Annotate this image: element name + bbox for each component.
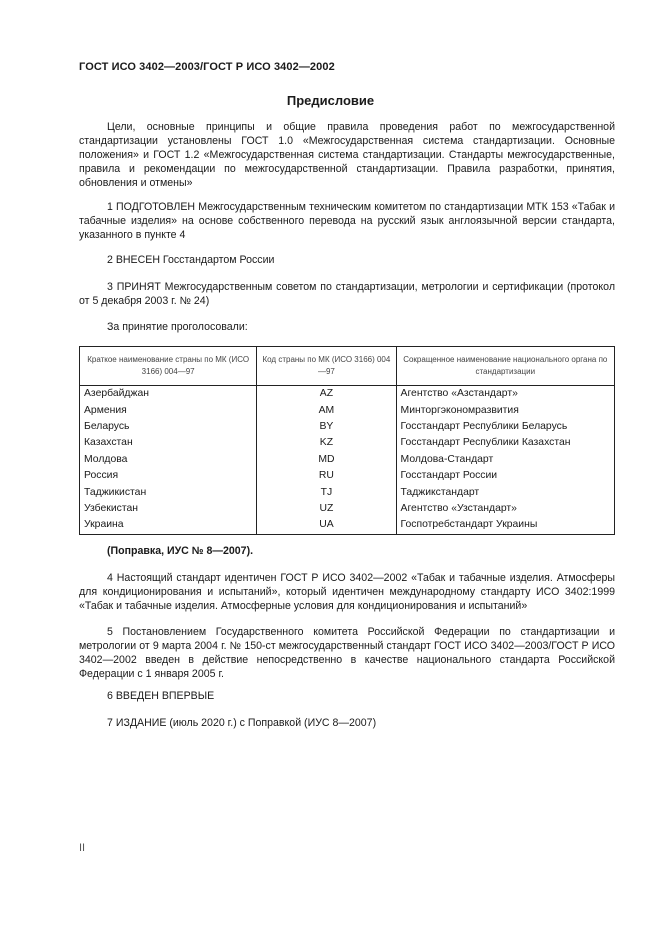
table-row xyxy=(80,386,615,403)
agency-cell: Таджикстандарт xyxy=(396,484,614,500)
voting-countries-table xyxy=(79,346,615,535)
document-header-code: ГОСТ ИСО 3402—2003/ГОСТ Р ИСО 3402—2002 xyxy=(79,61,335,73)
code-cell: AM xyxy=(257,402,396,418)
code-cell: RU xyxy=(257,468,396,484)
country-cell: Азербайджан xyxy=(80,386,257,403)
country-cell: Беларусь xyxy=(80,419,257,435)
item-5-paragraph: 5 Постановлением Государственного комитета Российской Федерации по стандартизации и метрологии от 9 марта 2004 г. № 150-ст межгосударственный стандарт ГОСТ ИСО 3402—2003/ГОСТ Р ИСО 3402—2002 введен в действие непосредственно в качестве национального стандарта Российской Федерации с 1 января 2005 г. xyxy=(79,626,615,680)
table-row xyxy=(80,419,615,435)
item-1-paragraph: 1 ПОДГОТОВЛЕН Межгосударственным техническим комитетом по стандартизации МТК 153 «Табак и табачные изделия» на основе собственного перевода на русский язык англоязычной версии стандарта, указанного в пункте 4 xyxy=(79,201,615,241)
country-cell: Армения xyxy=(80,402,257,418)
code-cell: TJ xyxy=(257,484,396,500)
table-row xyxy=(80,501,615,517)
agency-cell: Агентство «Азстандарт» xyxy=(396,386,614,403)
table-row xyxy=(80,484,615,500)
vote-intro-label: За принятие проголосовали: xyxy=(107,321,248,333)
table-header-row xyxy=(80,347,615,386)
country-cell: Украина xyxy=(80,517,257,534)
amendment-note: (Поправка, ИУС № 8—2007). xyxy=(107,545,254,557)
table-row xyxy=(80,452,615,468)
table-row xyxy=(80,468,615,484)
section-title: Предисловие xyxy=(286,93,375,108)
item-2-paragraph: 2 ВНЕСЕН Госстандартом России xyxy=(107,254,275,266)
code-cell: UZ xyxy=(257,501,396,517)
agency-cell: Молдова-Стандарт xyxy=(396,452,614,468)
agency-cell: Минторгэкономразвития xyxy=(396,402,614,418)
country-cell: Таджикистан xyxy=(80,484,257,500)
country-cell: Казахстан xyxy=(80,435,257,451)
code-cell: KZ xyxy=(257,435,396,451)
page-number: II xyxy=(79,842,86,854)
agency-cell: Госстандарт Республики Беларусь xyxy=(396,419,614,435)
code-cell: MD xyxy=(257,452,396,468)
item-4-paragraph: 4 Настоящий стандарт идентичен ГОСТ Р ИСО 3402—2002 «Табак и табачные изделия. Атмосферы для кондиционирования и испытаний», который идентичен международному стандарту ИСО 3402:1999 «Табак и табачные изделия. Атмосферные условия для кондиционирования и испытаний» xyxy=(79,572,615,612)
agency-cell: Агентство «Узстандарт» xyxy=(396,501,614,517)
column-header-agency: Сокращенное наименование национального органа по стандартизации xyxy=(396,347,614,386)
country-cell: Молдова xyxy=(80,452,257,468)
agency-cell: Госпотребстандарт Украины xyxy=(396,517,614,534)
code-cell: UA xyxy=(257,517,396,534)
code-cell: AZ xyxy=(257,386,396,403)
item-3-paragraph: 3 ПРИНЯТ Межгосударственным советом по стандартизации, метрологии и сертификации (протокол от 5 декабря 2003 г. № 24) xyxy=(79,281,615,307)
intro-paragraph: Цели, основные принципы и общие правила проведения работ по межгосударственной стандартизации установлены ГОСТ 1.0 «Межгосударственная система стандартизации. Основные положения» и ГОСТ 1.2 «Межгосударственная система стандартизации. Стандарты межгосударственные, правила и рекомендации по межгосударственной стандартизации. Правила разработки, принятия, обновления и отмены» xyxy=(79,121,615,189)
agency-cell: Госстандарт Республики Казахстан xyxy=(396,435,614,451)
table-row xyxy=(80,435,615,451)
column-header-code: Код страны по МК (ИСО 3166) 004—97 xyxy=(257,347,396,386)
country-cell: Россия xyxy=(80,468,257,484)
item-6-paragraph: 6 ВВЕДЕН ВПЕРВЫЕ xyxy=(107,690,215,702)
agency-cell: Госстандарт России xyxy=(396,468,614,484)
column-header-country: Краткое наименование страны по МК (ИСО 3166) 004—97 xyxy=(80,347,257,386)
table-row xyxy=(80,402,615,418)
table-row xyxy=(80,517,615,534)
code-cell: BY xyxy=(257,419,396,435)
item-7-paragraph: 7 ИЗДАНИЕ (июль 2020 г.) с Поправкой (ИУС 8—2007) xyxy=(107,717,377,729)
country-cell: Узбекистан xyxy=(80,501,257,517)
